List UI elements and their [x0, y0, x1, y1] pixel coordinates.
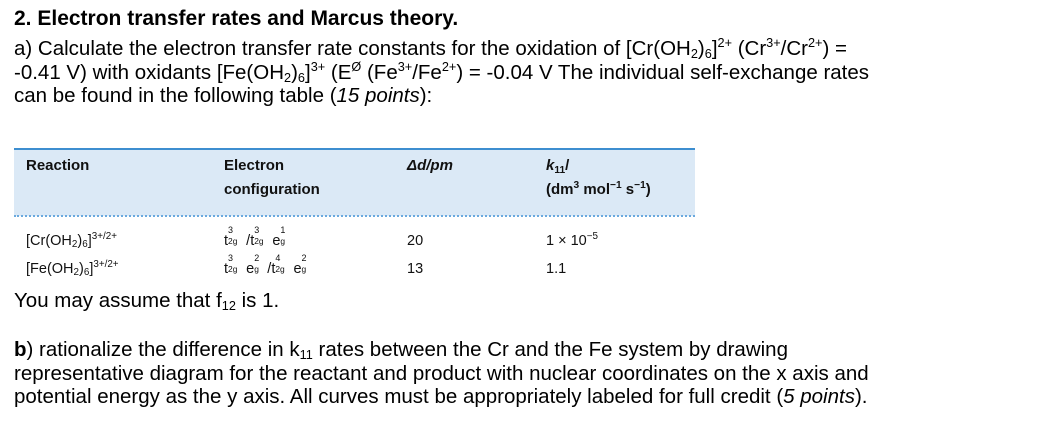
part-b-text [14, 338, 869, 409]
config-indices [275, 253, 293, 274]
text-run: ) [79, 261, 84, 277]
superscript: 3+ [766, 35, 781, 51]
config-occupancy: 3 [254, 225, 260, 236]
text-run: ) = [822, 37, 847, 60]
subscript: 2 [71, 239, 78, 251]
subscript: 6 [704, 46, 712, 62]
row-cr-reaction [26, 230, 117, 252]
text-run: 1 × 10 [546, 233, 587, 249]
config-indices [301, 253, 315, 274]
text-run: -0.41 V) with oxidants [Fe(OH [14, 60, 285, 84]
text-run: ] [89, 261, 94, 277]
text-run: (E [325, 60, 352, 84]
self-exchange-rate-table [14, 148, 695, 290]
text-run: / [565, 157, 570, 174]
superscript: 3+/2+ [91, 231, 117, 243]
text-run: ) = -0.04 V The individual self-exchange rates [456, 60, 870, 84]
table-header-separator [14, 215, 695, 217]
header-delta-d: Δd/pm [407, 157, 453, 174]
config-term: t [271, 261, 276, 277]
row-fe-delta-d: 13 [407, 261, 424, 277]
text-run: ] [305, 60, 311, 84]
part-b-line-1 [14, 338, 869, 362]
subscript: 6 [83, 267, 90, 279]
text-run: ) [77, 233, 83, 249]
superscript: −1 [610, 179, 622, 191]
text-run: [Cr(OH [26, 233, 72, 249]
subscript: 11 [299, 347, 313, 363]
text-run: ): [419, 84, 433, 107]
text-run: is 1. [235, 289, 280, 312]
config-indices [228, 225, 246, 246]
subscript: 12 [221, 298, 236, 314]
config-occupancy: 2 [301, 253, 307, 264]
config-orbital-label: 2g [228, 263, 238, 274]
part-a-line-3 [14, 84, 869, 108]
row-cr-configuration [224, 225, 293, 252]
config-indices [228, 253, 246, 274]
row-cr-delta-d: 20 [407, 233, 424, 249]
superscript: 3+ [397, 58, 413, 74]
text-run: rates between the Cr and the Fe system by drawing [312, 338, 788, 361]
superscript: 3 [573, 179, 580, 191]
part-a-text [14, 37, 869, 108]
part-a-line-2 [14, 58, 870, 85]
subscript: 6 [82, 239, 88, 251]
config-indices [254, 225, 272, 246]
part-b-label: b [14, 338, 27, 361]
text-run: (Fe [361, 60, 398, 84]
header-k11-units [546, 178, 651, 202]
config-orbital-label: g [280, 235, 286, 246]
superscript: Ø [351, 58, 362, 74]
text-run: ) [645, 181, 651, 198]
config-occupancy: 1 [280, 225, 286, 236]
config-orbital-label: g [301, 263, 307, 274]
header-k11 [546, 154, 569, 178]
header-reaction: Reaction [26, 157, 90, 174]
config-term: / [267, 261, 272, 277]
row-fe-reaction [26, 258, 119, 280]
header-electron: Electron [224, 157, 285, 174]
text-run: ). [854, 385, 868, 408]
header-configuration: configuration [224, 181, 320, 198]
superscript: 2+ [441, 58, 457, 74]
points-label: 15 points [336, 84, 420, 107]
config-indices [280, 225, 293, 246]
subscript: 2 [284, 69, 292, 85]
text-run: a) Calculate the electron transfer rate constants for the oxidation of [Cr(OH [14, 37, 691, 60]
config-orbital-label: g [254, 263, 259, 274]
text-run: /Fe [412, 60, 442, 84]
superscript: −5 [586, 231, 598, 243]
superscript: 3+/2+ [93, 259, 119, 271]
subscript: 2 [690, 46, 698, 62]
text-run: potential energy as the y axis. All curves must be appropriately labeled for full credit ( [14, 385, 784, 408]
assumption-text [14, 289, 279, 313]
text-run: ) [291, 60, 298, 84]
config-occupancy: 4 [275, 253, 281, 264]
text-run: mol [579, 181, 611, 198]
row-fe-configuration [224, 253, 315, 280]
text-run: ] [87, 233, 92, 249]
superscript: 2+ [807, 35, 823, 51]
subscript: 2 [73, 267, 80, 279]
part-b-line-2: representative diagram for the reactant and product with nuclear coordinates on the x axis and [14, 361, 869, 385]
config-term: t [224, 261, 229, 277]
part-a-line-1 [14, 37, 869, 61]
config-occupancy: 3 [228, 253, 234, 264]
subscript: 11 [554, 164, 566, 176]
text-run: k [546, 157, 555, 174]
config-orbital-label: 2g [228, 235, 238, 246]
text-run: (dm [546, 181, 574, 198]
text-run: [Fe(OH [26, 261, 74, 277]
superscript: 3+ [310, 58, 326, 74]
points-label: 5 points [783, 385, 855, 408]
superscript: 2+ [717, 35, 732, 51]
text-run: can be found in the following table ( [14, 84, 337, 107]
row-fe-k11: 1.1 [546, 261, 567, 277]
part-b-line-3 [14, 385, 869, 409]
config-term: / [246, 233, 251, 249]
config-occupancy: 2 [254, 253, 260, 264]
config-occupancy: 3 [228, 225, 234, 236]
config-term: t [250, 233, 255, 249]
text-run: /Cr [780, 37, 808, 60]
config-term: e [293, 261, 302, 277]
config-term: t [224, 233, 229, 249]
row-cr-k11 [546, 230, 598, 252]
text-run: You may assume that f [14, 289, 222, 312]
text-run: ) [697, 37, 705, 60]
subscript: 6 [297, 69, 305, 85]
text-run: (Cr [732, 37, 767, 60]
text-run: s [621, 181, 635, 198]
config-orbital-label: 2g [275, 263, 285, 274]
config-indices [254, 253, 267, 274]
text-run: ) rationalize the difference in k [26, 338, 300, 361]
superscript: −1 [634, 179, 646, 191]
text-run: ] [711, 37, 718, 60]
config-orbital-label: 2g [254, 235, 264, 246]
config-term: e [272, 233, 281, 249]
question-heading: 2. Electron transfer rates and Marcus theory. [14, 7, 459, 30]
config-term: e [246, 261, 255, 277]
